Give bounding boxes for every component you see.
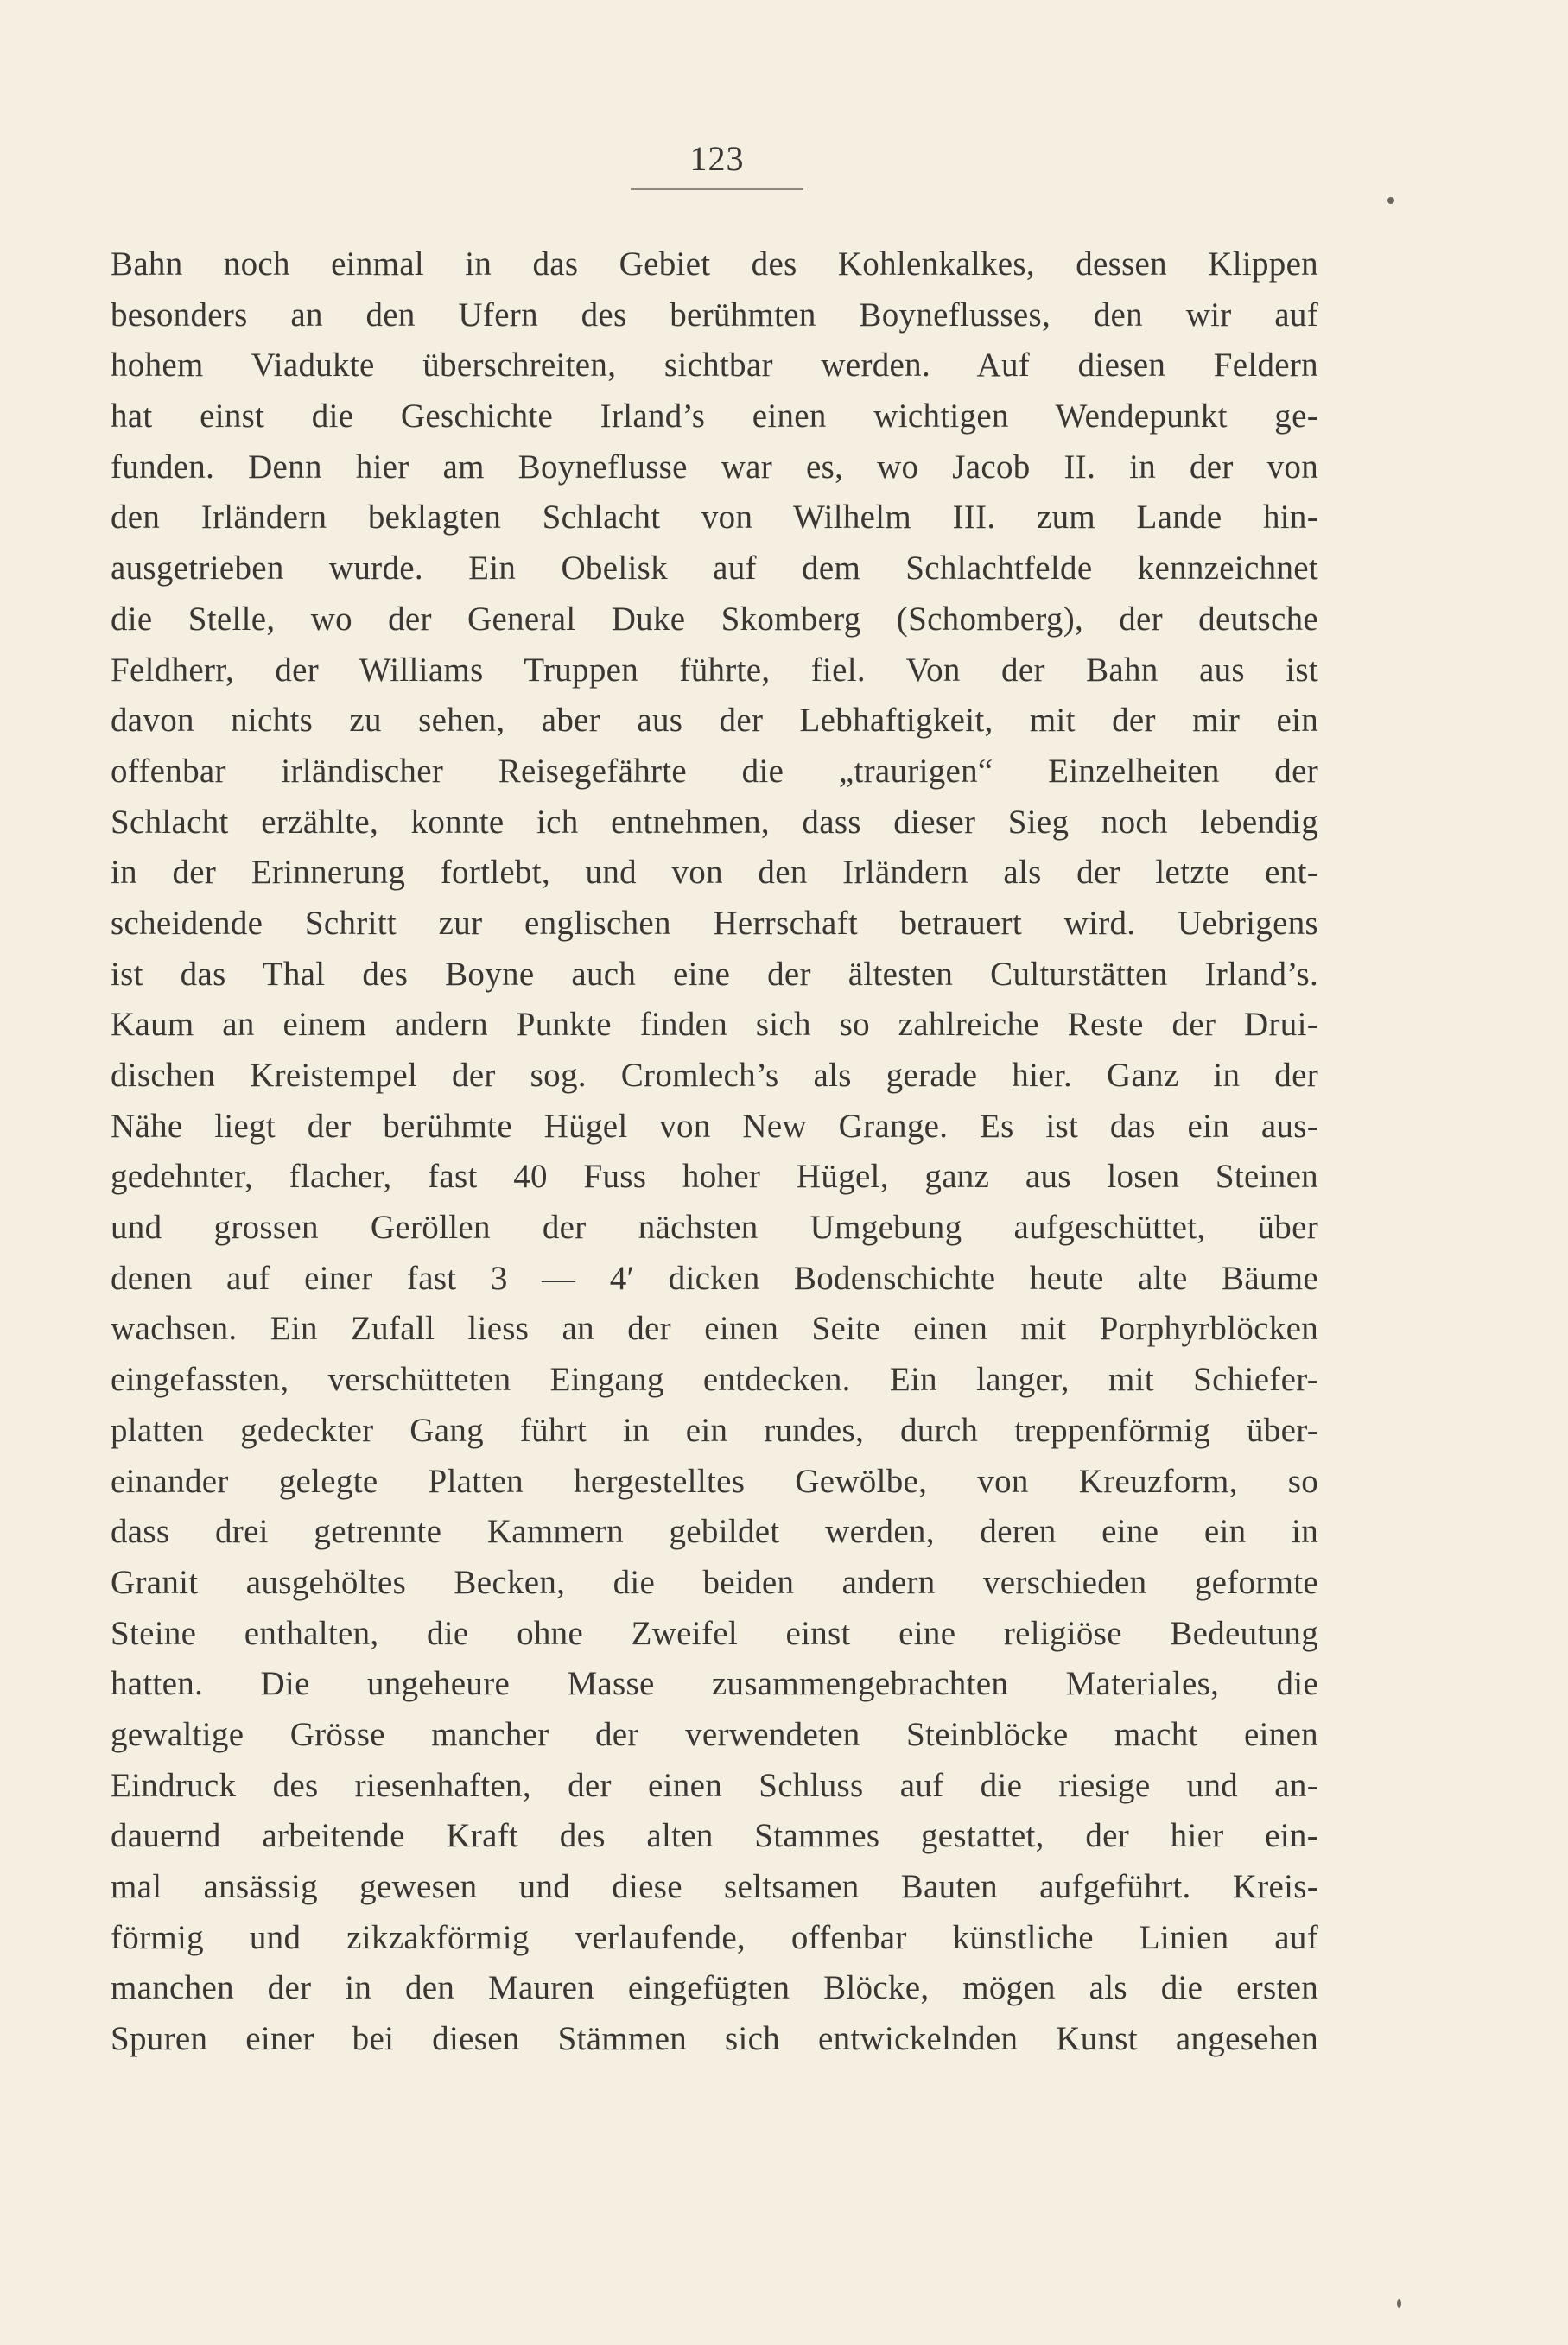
text-line: Spuren einer bei diesen Stämmen sich entwickelnden Kunst angesehen [111, 2020, 1318, 2058]
text-line: förmig und zikzakförmig verlaufende, offenbar künstliche Linien auf [111, 1918, 1318, 1956]
text-line: gewaltige Grösse mancher der verwendeten Steinblöcke macht einen [111, 1715, 1318, 1753]
text-line: Granit ausgehöltes Becken, die beiden andern verschieden geformte [111, 1563, 1318, 1601]
text-line: Bahn noch einmal in das Gebiet des Kohlenkalkes, dessen Klippen [111, 245, 1318, 283]
text-line: wachsen. Ein Zufall liess an der einen Seite einen mit Porphyrblöcken [111, 1310, 1318, 1348]
text-line: dass drei getrennte Kammern gebildet werden, deren eine ein in [111, 1513, 1318, 1551]
text-line: offenbar irländischer Reisegefährte die „traurigen“ Einzelheiten der [111, 752, 1318, 790]
text-line: in der Erinnerung fortlebt, und von den Irländern als der letzte ent- [111, 854, 1318, 892]
page-number-rule [631, 188, 803, 190]
text-line: Nähe liegt der berühmte Hügel von New Grange. Es ist das ein aus- [111, 1107, 1318, 1145]
text-line: und grossen Geröllen der nächsten Umgebung aufgeschüttet, über [111, 1209, 1318, 1247]
ink-speck [1397, 2299, 1401, 2308]
text-line: funden. Denn hier am Boyneflusse war es, wo Jacob II. in der von [111, 448, 1318, 486]
text-line: besonders an den Ufern des berühmten Boyneflusses, den wir auf [111, 296, 1318, 334]
text-line: einander gelegte Platten hergestelltes Gewölbe, von Kreuzform, so [111, 1462, 1318, 1500]
text-line: die Stelle, wo der General Duke Skomberg (Schomberg), der deutsche [111, 600, 1318, 638]
text-line: dischen Kreistempel der sog. Cromlech’s als gerade hier. Ganz in der [111, 1057, 1318, 1094]
page-number: 123 [689, 139, 745, 178]
text-line: Steine enthalten, die ohne Zweifel einst eine religiöse Bedeutung [111, 1614, 1318, 1652]
text-line: eingefassten, verschütteten Eingang entdecken. Ein langer, mit Schiefer- [111, 1361, 1318, 1399]
text-line: gedehnter, flacher, fast 40 Fuss hoher Hügel, ganz aus losen Steinen [111, 1158, 1318, 1196]
text-line: Eindruck des riesenhaften, der einen Schluss auf die riesige und an- [111, 1766, 1318, 1804]
text-line: dauernd arbeitende Kraft des alten Stammes gestattet, der hier ein- [111, 1817, 1318, 1855]
ink-speck [1387, 197, 1394, 204]
text-line: davon nichts zu sehen, aber aus der Lebhaftigkeit, mit der mir ein [111, 702, 1318, 740]
text-line: ausgetrieben wurde. Ein Obelisk auf dem Schlachtfelde kennzeichnet [111, 550, 1318, 588]
text-line: manchen der in den Mauren eingefügten Blöcke, mögen als die ersten [111, 1969, 1318, 2007]
text-line: denen auf einer fast 3 — 4′ dicken Bodenschichte heute alte Bäume [111, 1259, 1318, 1297]
text-line: hohem Viadukte überschreiten, sichtbar werden. Auf diesen Feldern [111, 346, 1318, 384]
text-line: Kaum an einem andern Punkte finden sich so zahlreiche Reste der Drui- [111, 1006, 1318, 1044]
text-line: scheidende Schritt zur englischen Herrschaft betrauert wird. Uebrigens [111, 904, 1318, 942]
body-text [111, 239, 1318, 2065]
text-line: platten gedeckter Gang führt in ein rundes, durch treppenförmig über- [111, 1411, 1318, 1449]
text-line: ist das Thal des Boyne auch eine der ältesten Culturstätten Irland’s. [111, 955, 1318, 993]
text-line: hat einst die Geschichte Irland’s einen wichtigen Wendepunkt ge- [111, 397, 1318, 435]
text-line: mal ansässig gewesen und diese seltsamen Bauten aufgeführt. Kreis- [111, 1868, 1318, 1905]
text-line: Schlacht erzählte, konnte ich entnehmen, dass dieser Sieg noch lebendig [111, 803, 1318, 841]
text-line: den Irländern beklagten Schlacht von Wilhelm III. zum Lande hin- [111, 499, 1318, 537]
text-line: hatten. Die ungeheure Masse zusammengebrachten Materiales, die [111, 1665, 1318, 1703]
text-line: Feldherr, der Williams Truppen führte, fiel. Von der Bahn aus ist [111, 651, 1318, 689]
